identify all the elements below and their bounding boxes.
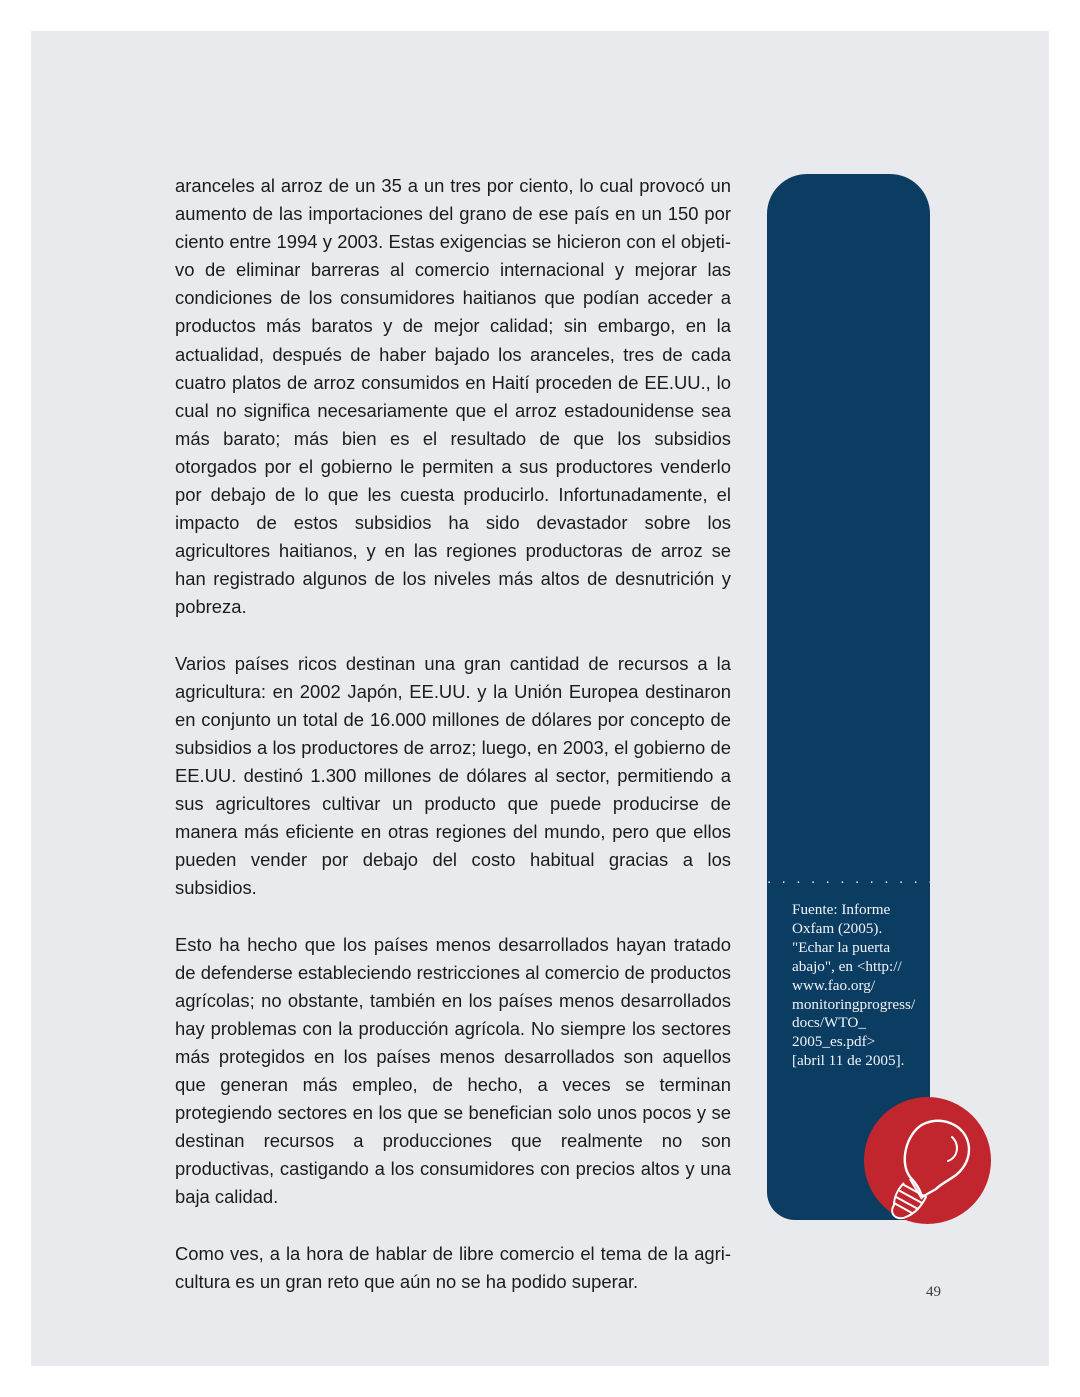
source-line: [abril 11 de 2005]. bbox=[792, 1052, 905, 1070]
source-line: Fuente: Informe bbox=[792, 901, 891, 918]
paragraph: Esto ha hecho que los países menos desarrollados hayan tratado de defenderse estableciendo restricciones al comercio de productos agrícolas; no obstante, también en los países menos desarrollados hay problemas con la producción agrícola. No siempre los sectores más protegidos en los países menos desarrollados son aquellos que generan más empleo, de hecho, a veces se terminan protegiendo sectores en los que se benefician solo unos pocos y se destinan recursos a producciones que realmente no son productivas, castigando a los consumidores con precios altos y una baja calidad. bbox=[175, 933, 731, 1208]
page-number: 49 bbox=[926, 1284, 941, 1300]
lightbulb-drawing bbox=[864, 1097, 991, 1224]
source-line: www.fao.org/ bbox=[792, 976, 876, 994]
page bbox=[31, 31, 1049, 1366]
source-line: "Echar la puerta bbox=[792, 938, 891, 956]
source-line: docs/WTO_ bbox=[792, 1014, 866, 1032]
source-note bbox=[792, 901, 928, 1071]
source-line: 2005_es.pdf> bbox=[792, 1033, 876, 1051]
paragraph: Varios países ricos destinan una gran cantidad de recursos a la agricultura: en 2002 Japón, EE.UU. y la Unión Europea destinaron en conjunto un total de 16.000 millones de dólares por concepto de subsidios a los productores de arroz; luego, en 2003, el gobierno de EE.UU. destinó 1.300 millones de dólares al sector, permitiendo a sus agricultores cultivar un producto que puede producirse de manera más eficiente en otras regiones del mundo, pero que ellos pueden vender por debajo del costo habitual gracias a los subsidios. bbox=[175, 652, 731, 899]
source-line: monitoringprogress/ bbox=[792, 995, 916, 1013]
body-text bbox=[175, 172, 731, 1324]
paragraph: Como ves, a la hora de hablar de libre comercio el tema de la agricultura es un gran reto que aún no se ha podido superar. bbox=[175, 1242, 731, 1292]
dotted-separator: · · · · · · · · · · · · · · · · · · bbox=[767, 876, 1024, 891]
source-line: abajo", en <http:// bbox=[792, 957, 902, 975]
lightbulb-icon bbox=[864, 1097, 991, 1224]
paragraph: aranceles al arroz de un 35 a un tres por ciento, lo cual provocó un aumento de las importaciones del grano de ese país en un 150 por ciento entre 1994 y 2003. Estas exigencias se hicieron con el objetivo de eliminar barreras al comercio internacional y mejorar las condiciones de los consumidores haitianos que podían acceder a productos más baratos y de mejor calidad; sin embargo, en la actualidad, después de haber bajado los aranceles, tres de cada cuatro platos de arroz consumidos en Haití proceden de EE.UU., lo cual no significa necesariamente que el arroz estadounidense sea más barato; más bien es el resultado de que los subsidios otorgados por el gobierno le permiten a sus productores venderlo por debajo de lo que les cuesta producirlo. Infortunadamente, el impacto de estos subsidios ha sido devastador sobre los agricultores haitianos, y en las regiones productoras de arroz se han registrado algunos de los niveles más altos de desnutrición y pobreza. bbox=[175, 175, 731, 618]
source-line: Oxfam (2005). bbox=[792, 919, 883, 937]
